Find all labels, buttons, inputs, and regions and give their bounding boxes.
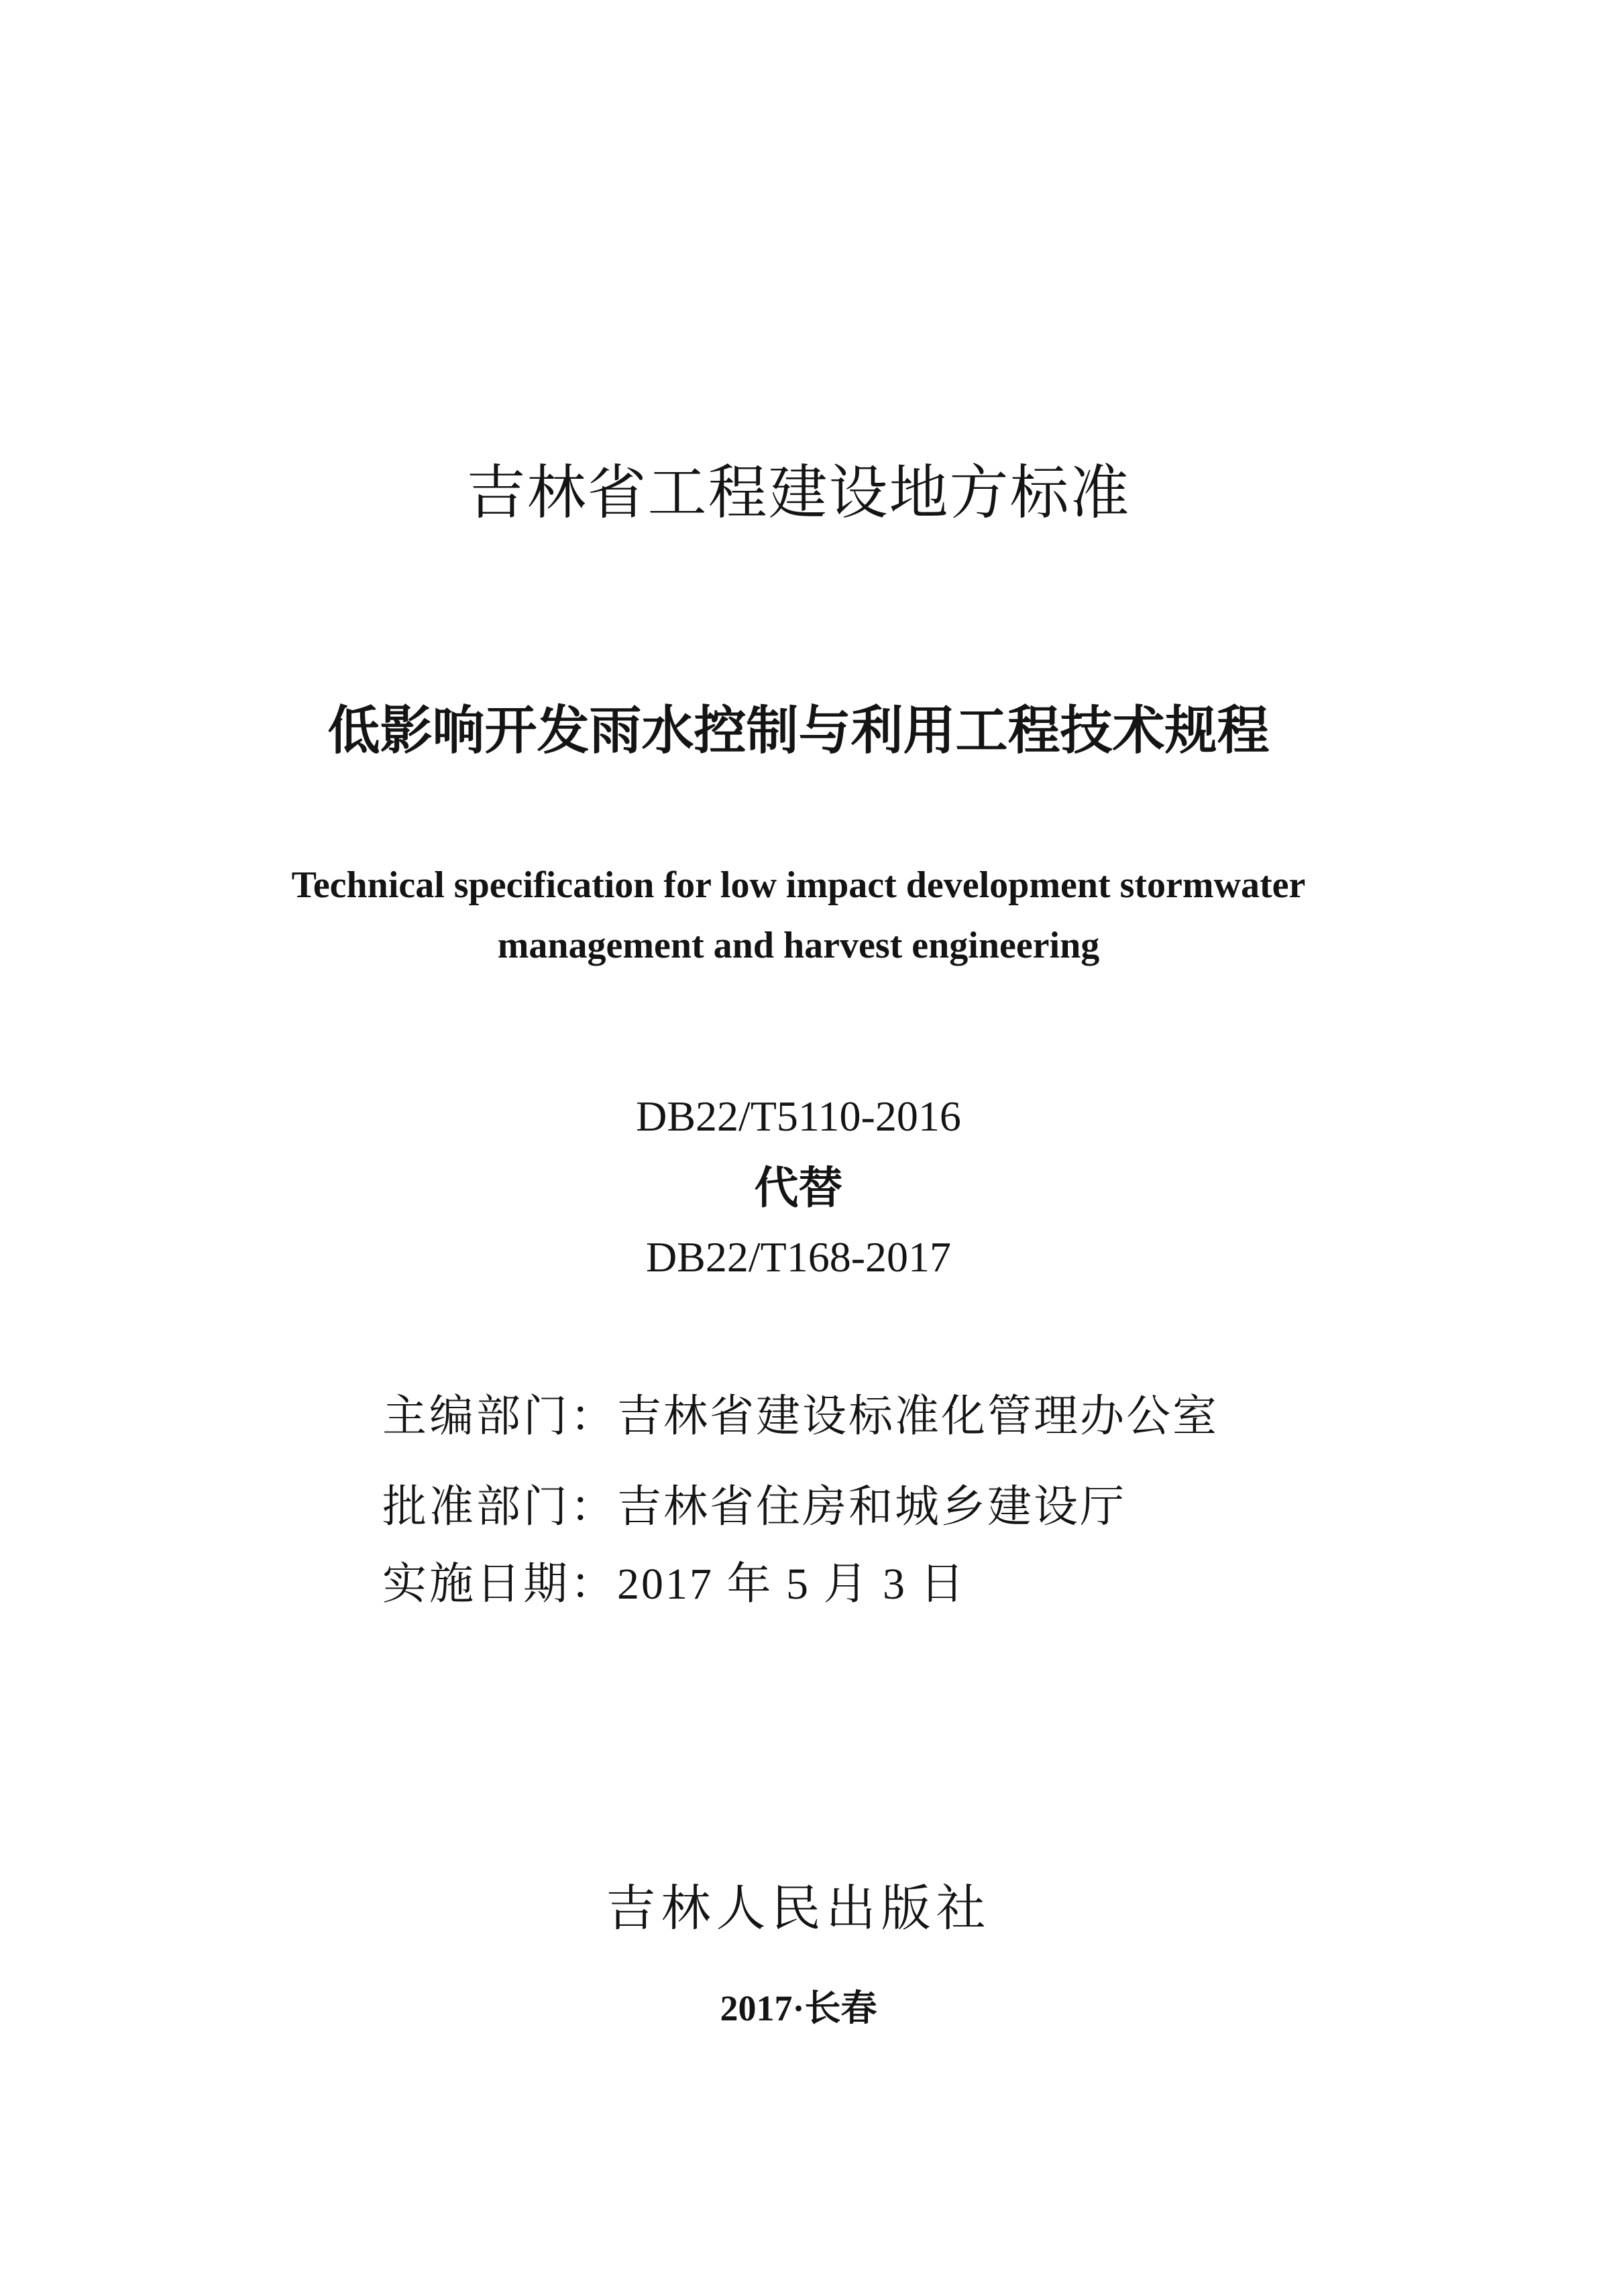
- replaces-label: 代替: [754, 1162, 843, 1214]
- document-title-chinese: 低影响开发雨水控制与利用工程技术规程: [327, 701, 1270, 761]
- info-label-chief-editor: 主编部门：: [382, 1390, 617, 1442]
- series-title: 吉林省工程建设地方标准: [466, 458, 1131, 527]
- document-title-english-line-2: management and harvest engineering: [497, 925, 1100, 966]
- info-label-approving-department: 批准部门：: [382, 1481, 617, 1532]
- publication-year-place: 2017·长春: [720, 1988, 877, 2028]
- info-row-effective-date: [382, 1556, 967, 1613]
- replaced-standard-code: DB22/T168-2017: [645, 1233, 952, 1281]
- publisher-name: 吉林人民出版社: [606, 1880, 991, 1937]
- info-value-effective-date: 2017 年 5 月 3 日: [617, 1560, 967, 1609]
- info-value-approving-department: 吉林省住房和城乡建设厅: [617, 1481, 1126, 1532]
- standard-code: DB22/T5110-2016: [636, 1092, 961, 1140]
- info-row-chief-editor: [382, 1388, 1219, 1445]
- info-label-effective-date: 实施日期：: [382, 1558, 617, 1609]
- document-title-english-line-1: Technical specification for low impact development stormwater: [291, 864, 1306, 906]
- info-value-chief-editor: 吉林省建设标准化管理办公室: [617, 1390, 1219, 1442]
- info-row-approving-department: [382, 1479, 1126, 1536]
